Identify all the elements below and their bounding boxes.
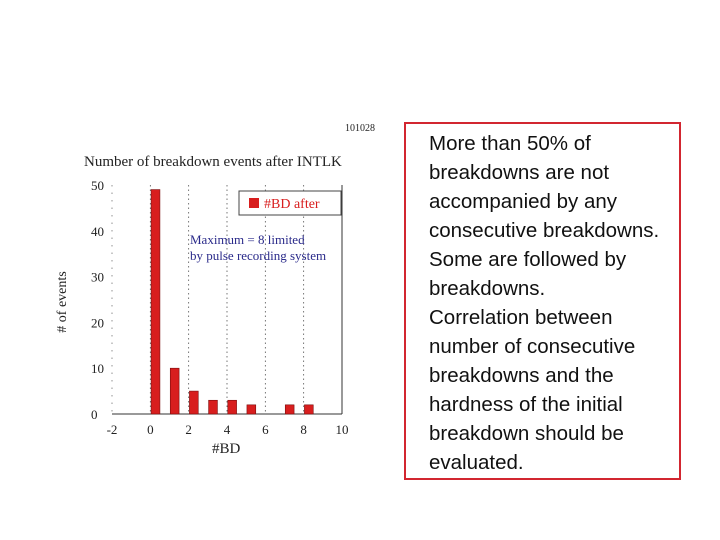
- x-tick-label: 4: [223, 422, 231, 437]
- x-tick-label: 6: [262, 422, 269, 437]
- bar-series: [151, 190, 313, 414]
- bar-3: [209, 400, 218, 414]
- x-axis-label: #BD: [212, 441, 241, 457]
- legend: [239, 191, 341, 215]
- annotation: [190, 232, 326, 263]
- bar-2: [189, 391, 198, 414]
- legend-swatch: [249, 198, 259, 208]
- summary-text-box: [404, 122, 681, 480]
- x-tick-labels: [107, 422, 349, 437]
- legend-label: #BD after: [264, 197, 320, 212]
- y-tick-labels: [91, 178, 104, 422]
- summary-paragraph-2: Correlation between number of consecutive breakdowns and the hardness of the initial breakdown should be evaluated.: [429, 306, 641, 474]
- y-tick-label: 30: [91, 269, 104, 285]
- bar-5: [247, 405, 256, 414]
- y-tick-label: 50: [91, 178, 104, 193]
- bar-8: [304, 405, 313, 414]
- bar-4: [228, 400, 237, 414]
- x-tick-label: 8: [300, 422, 307, 437]
- bar-7: [285, 405, 294, 414]
- bar-0: [151, 190, 160, 414]
- y-tick-label: 40: [91, 223, 104, 239]
- y-tick-label: 10: [91, 361, 104, 377]
- bar-1: [170, 368, 179, 414]
- summary-paragraph-1: More than 50% of breakdowns are not accompanied by any consecutive breakdowns. Some are followed by breakdowns.: [429, 132, 665, 300]
- annotation-line-1: Maximum = 8 limited: [190, 232, 305, 247]
- chart-title: Number of breakdown events after INTLK: [84, 154, 342, 170]
- x-tick-label: 10: [335, 422, 349, 437]
- annotation-line-2: by pulse recording system: [190, 248, 327, 263]
- x-tick-label: 2: [185, 422, 192, 437]
- chart-id-label: 101028: [345, 123, 375, 134]
- y-tick-label: 0: [91, 407, 98, 422]
- y-axis-label: # of events: [55, 271, 70, 333]
- x-tick-label: -2: [106, 422, 118, 437]
- x-tick-label: 0: [147, 422, 154, 437]
- y-tick-label: 20: [91, 315, 104, 331]
